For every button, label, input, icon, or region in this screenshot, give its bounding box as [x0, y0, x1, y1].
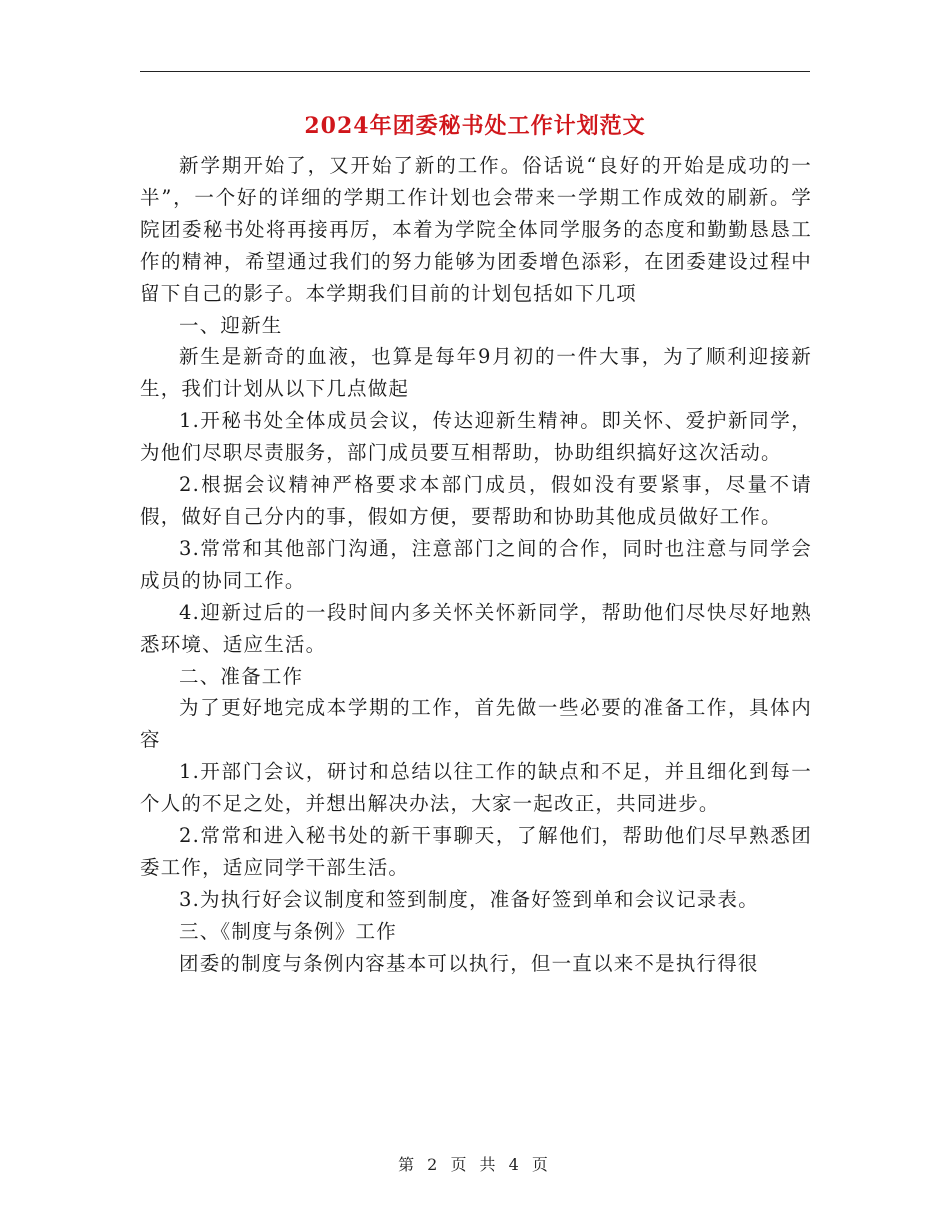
- list-item: 2.常常和进入秘书处的新干事聊天，了解他们，帮助他们尽早熟悉团委工作，适应同学干部生活。: [140, 824, 812, 879]
- header-rule: [140, 71, 810, 72]
- section-heading-1: 一、迎新生: [179, 313, 283, 337]
- section-heading-3: 三、《制度与条例》工作: [179, 919, 397, 943]
- list-item: 3.常常和其他部门沟通，注意部门之间的合作，同时也注意与同学会成员的协同工作。: [140, 536, 812, 592]
- page-number: 第 2 页 共 4 页: [398, 1155, 552, 1174]
- list-item: 3.为执行好会议制度和签到制度，准备好签到单和会议记录表。: [179, 887, 759, 911]
- list-item: 4.迎新过后的一段时间内多关怀关怀新同学，帮助他们尽快尽好地熟悉环境、适应生活。: [140, 600, 812, 656]
- paragraph: 团委的制度与条例内容基本可以执行，但一直以来不是执行得很: [179, 951, 759, 975]
- paragraph: 新生是新奇的血液，也算是每年9月初的一件大事，为了顺利迎接新生，我们计划从以下几点做起: [140, 345, 812, 401]
- list-item: 2.根据会议精神严格要求本部门成员，假如没有要紧事，尽量不请假，做好自己分内的事，假如方便，要帮助和协助其他成员做好工作。: [140, 473, 812, 528]
- document-title: 2024年团委秘书处工作计划范文: [304, 113, 646, 139]
- document-body: [140, 150, 812, 980]
- paragraph: 为了更好地完成本学期的工作，首先做一些必要的准备工作，具体内容: [140, 696, 812, 752]
- list-item: 1.开秘书处全体成员会议，传达迎新生精神。即关怀、爱护新同学，为他们尽职尽责服务，部门成员要互相帮助，协助组织搞好这次活动。: [140, 409, 812, 465]
- list-item: 1.开部门会议，研讨和总结以往工作的缺点和不足，并且细化到每一个人的不足之处，并想出解决办法，大家一起改正，共同进步。: [140, 760, 812, 816]
- paragraph-intro: 新学期开始了，又开始了新的工作。俗话说“良好的开始是成功的一半”，一个好的详细的学期工作计划也会带来一学期工作成效的刷新。学院团委秘书处将再接再厉，本着为学院全体同学服务的态度和勤勤恳恳工作的精神，希望通过我们的努力能够为团委增色添彩，在团委建设过程中留下自己的影子。本学期我们目前的计划包括如下几项: [140, 154, 812, 305]
- section-heading-2: 二、准备工作: [179, 664, 304, 688]
